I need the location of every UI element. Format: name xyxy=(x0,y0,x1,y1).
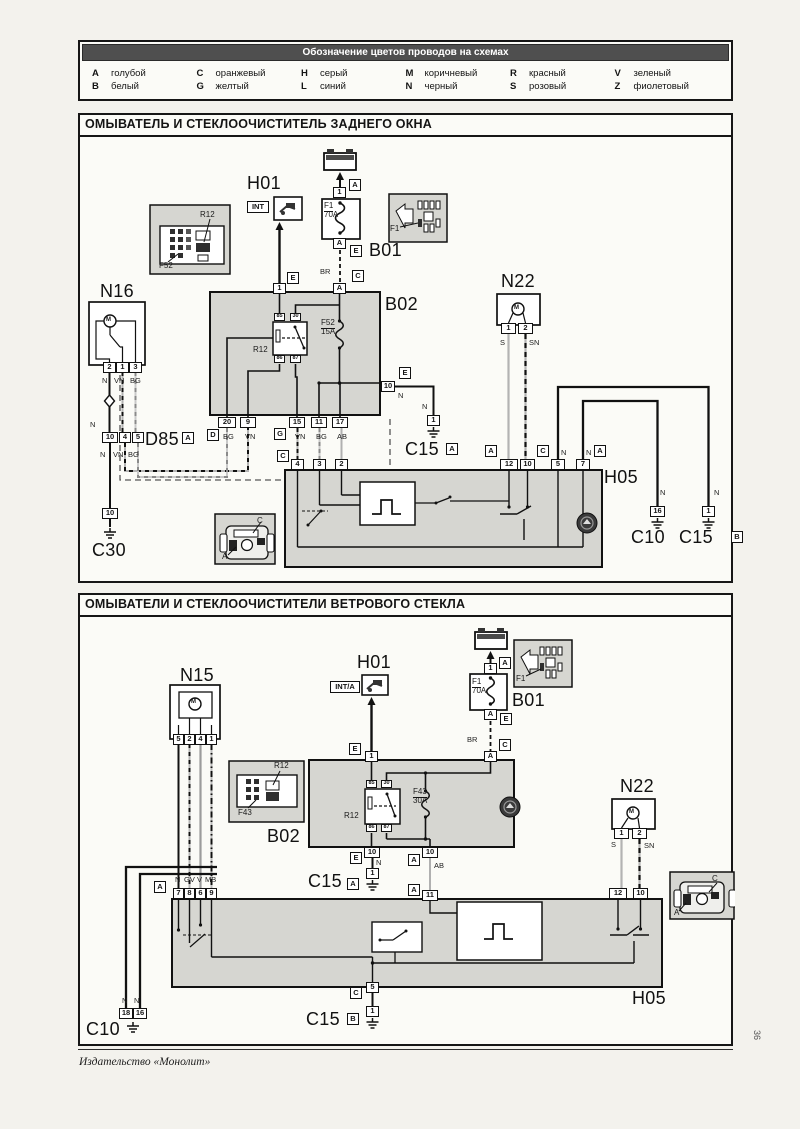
connector-letter-box: INT/A xyxy=(330,681,360,693)
wire-color-label: N xyxy=(586,448,592,457)
diagram2-small-labels xyxy=(80,595,731,1044)
pin-box: 1 xyxy=(427,415,440,426)
pin-box: 85 xyxy=(274,313,285,321)
wire-color-label: BG xyxy=(130,376,141,385)
wire-color-label: SN xyxy=(644,841,655,850)
connector-letter-box: E xyxy=(287,272,299,284)
component-label: C15 xyxy=(308,871,342,891)
pin-box: 2 xyxy=(518,323,533,334)
connector-letter-box: C xyxy=(537,445,549,457)
pin-box: 8 xyxy=(184,888,195,899)
wire-color-label: BG xyxy=(316,432,327,441)
component-label: H05 xyxy=(604,467,638,487)
pin-box: 10 xyxy=(422,847,438,858)
wire-color-label: N xyxy=(398,391,404,400)
component-label: C10 xyxy=(86,1019,120,1039)
legend-entry: S розовый xyxy=(510,81,567,92)
connector-letter-box: INT xyxy=(247,201,269,213)
connector-letter-box: G xyxy=(274,428,286,440)
component-label: N15 xyxy=(180,665,214,685)
pin-box: 30 xyxy=(290,313,301,321)
pin-box: 1 xyxy=(206,734,217,745)
publisher-note: Издательство «Монолит» xyxy=(79,1056,211,1068)
pin-box: 11 xyxy=(422,890,438,901)
wire-color-legend xyxy=(78,40,733,101)
component-label: N22 xyxy=(501,271,535,291)
legend-entry: B белый xyxy=(92,81,139,92)
small-label: C xyxy=(712,874,718,883)
component-label: H05 xyxy=(632,988,666,1008)
component-label: C10 xyxy=(631,527,665,547)
side-page-number: 36 xyxy=(752,1029,763,1041)
pin-box: 4 xyxy=(291,459,304,470)
connector-letter-box: D xyxy=(207,429,219,441)
component-label: H01 xyxy=(357,652,391,672)
component-label: B02 xyxy=(385,294,418,314)
diagram2-title: ОМЫВАТЕЛИ И СТЕКЛООЧИСТИТЕЛИ ВЕТРОВОГО СТЕКЛА xyxy=(80,595,731,617)
pin-box: 1 xyxy=(501,323,516,334)
small-label: F1 xyxy=(390,224,400,233)
pin-box: 7 xyxy=(173,888,184,899)
wire-color-label: N xyxy=(660,488,666,497)
component-label: H01 xyxy=(247,173,281,193)
small-label: F52 xyxy=(159,261,173,270)
pin-box: A xyxy=(333,238,346,249)
wire-color-label: N xyxy=(175,875,181,884)
small-label: A xyxy=(222,552,228,561)
pin-box: 2 xyxy=(335,459,348,470)
pin-box: 2 xyxy=(103,362,116,373)
component-label: C15 xyxy=(306,1009,340,1029)
diagram-windshield-wiper xyxy=(78,593,733,1046)
connector-letter-box: A xyxy=(594,445,606,457)
pin-box: 11 xyxy=(311,417,327,428)
pin-box: 17 xyxy=(332,417,348,428)
small-label: R12 xyxy=(200,210,215,219)
wire-color-label: N xyxy=(561,448,567,457)
small-label: M xyxy=(629,809,634,815)
connector-letter-box: C xyxy=(277,450,289,462)
pin-box: 10 xyxy=(633,888,648,899)
pin-box: 5 xyxy=(132,432,144,443)
small-label: A xyxy=(674,908,680,917)
small-label: 70A xyxy=(472,686,487,695)
small-label: F43 xyxy=(238,808,252,817)
wire-color-label: N xyxy=(422,402,428,411)
component-label: N16 xyxy=(100,281,134,301)
pin-box: 7 xyxy=(576,459,590,470)
pin-box: 1 xyxy=(484,663,497,674)
component-label: N22 xyxy=(620,776,654,796)
pin-box: 10 xyxy=(102,432,118,443)
diagram1-title: ОМЫВАТЕЛЬ И СТЕКЛООЧИСТИТЕЛЬ ЗАДНЕГО ОКНА xyxy=(80,115,731,137)
footer-divider xyxy=(78,1049,733,1050)
pin-box: 1 xyxy=(614,828,629,839)
wire-color-label: N xyxy=(100,450,106,459)
connector-letter-box: E xyxy=(399,367,411,379)
pin-box: 5 xyxy=(366,982,379,993)
connector-letter-box: E xyxy=(500,713,512,725)
legend-entry: H серый xyxy=(301,68,348,79)
wire-color-label: N xyxy=(376,858,382,867)
small-label: M xyxy=(106,317,111,323)
wire-color-label: N xyxy=(102,376,108,385)
pin-box: 1 xyxy=(702,506,715,517)
component-label: B01 xyxy=(369,240,402,260)
wire-color-label: VN xyxy=(114,376,125,385)
wire-color-label: N xyxy=(122,996,128,1005)
connector-letter-box: C xyxy=(350,987,362,999)
connector-letter-box: A xyxy=(499,657,511,669)
pin-box: 1 xyxy=(273,283,286,294)
pin-box: 4 xyxy=(195,734,206,745)
wire-color-label: BR xyxy=(320,267,331,276)
pin-box: 3 xyxy=(313,459,326,470)
legend-title: Обозначение цветов проводов на схемах xyxy=(82,44,729,61)
legend-grid xyxy=(80,63,731,99)
connector-letter-box: A xyxy=(485,445,497,457)
small-label: R12 xyxy=(344,811,359,820)
pin-box: 86 xyxy=(366,824,377,832)
small-label: R12 xyxy=(274,761,289,770)
pin-box: 4 xyxy=(119,432,131,443)
pin-box: 1 xyxy=(366,868,379,879)
component-label: B01 xyxy=(512,690,545,710)
pin-box: 10 xyxy=(520,459,535,470)
pin-box: 2 xyxy=(632,828,647,839)
pin-box: 15 xyxy=(289,417,305,428)
legend-entry: M коричневый xyxy=(405,68,478,79)
connector-letter-box: C xyxy=(352,270,364,282)
small-label: C xyxy=(257,516,263,525)
component-label: D85 xyxy=(145,429,179,449)
pin-box: 12 xyxy=(500,459,518,470)
connector-letter-box: A xyxy=(347,878,359,890)
wire-color-label: AB xyxy=(434,861,445,870)
connector-letter-box: E xyxy=(349,743,361,755)
pin-box: 18 xyxy=(119,1008,133,1019)
small-label: F1 xyxy=(516,674,526,683)
pin-box: 1 xyxy=(116,362,129,373)
legend-entry: A голубой xyxy=(92,68,146,79)
pin-box: 87 xyxy=(290,355,301,363)
wire-color-label: VN xyxy=(245,432,256,441)
pin-box: 3 xyxy=(129,362,142,373)
pin-box: 16 xyxy=(650,506,665,517)
component-label: B02 xyxy=(267,826,300,846)
pin-box: 9 xyxy=(240,417,256,428)
wire-color-label: S xyxy=(500,338,506,347)
small-label: F1 xyxy=(472,677,482,686)
diagram-rear-wiper xyxy=(78,113,740,583)
connector-letter-box: A xyxy=(408,854,420,866)
pin-box: 12 xyxy=(609,888,627,899)
pin-box: 10 xyxy=(102,508,118,519)
connector-letter-box: E xyxy=(350,852,362,864)
pin-box: 9 xyxy=(206,888,217,899)
pin-box: A xyxy=(333,283,346,294)
diagram1-small-labels xyxy=(80,115,731,581)
small-label: M xyxy=(514,305,519,311)
wire-color-label: VN xyxy=(113,450,124,459)
small-label: M xyxy=(191,699,196,705)
wire-color-label: N xyxy=(714,488,720,497)
pin-box: A xyxy=(484,751,497,762)
small-label: 30A xyxy=(413,796,428,805)
wire-color-label: GV xyxy=(184,875,195,884)
pin-box: 1 xyxy=(333,187,346,198)
pin-box: 5 xyxy=(173,734,184,745)
small-label: F43 xyxy=(413,787,427,796)
wire-color-label: BR xyxy=(467,735,478,744)
legend-entry: Z фиолетовый xyxy=(614,81,689,92)
pin-box: 85 xyxy=(366,780,377,788)
pin-box: 87 xyxy=(381,824,392,832)
small-label: F1 xyxy=(324,201,334,210)
pin-box: A xyxy=(484,709,497,720)
legend-entry: V зеленый xyxy=(614,68,671,79)
legend-entry: G желтый xyxy=(196,81,249,92)
wire-color-label: N xyxy=(134,996,140,1005)
wire-color-label: V xyxy=(197,875,203,884)
wire-color-label: N xyxy=(90,420,96,429)
connector-letter-box: C xyxy=(499,739,511,751)
connector-letter-box: A xyxy=(349,179,361,191)
connector-letter-box: B xyxy=(347,1013,359,1025)
pin-box: 16 xyxy=(133,1008,147,1019)
connector-letter-box: A xyxy=(446,443,458,455)
small-label: 70A xyxy=(324,210,339,219)
legend-entry: L синий xyxy=(301,81,346,92)
legend-entry: C оранжевый xyxy=(196,68,266,79)
component-label: C30 xyxy=(92,540,126,560)
wire-color-label: SN xyxy=(529,338,540,347)
pin-box: 6 xyxy=(195,888,206,899)
legend-entry: N черный xyxy=(405,81,458,92)
wire-color-label: S xyxy=(611,840,617,849)
small-label: 15A xyxy=(321,327,336,336)
pin-box: 86 xyxy=(274,355,285,363)
pin-box: 10 xyxy=(381,381,395,392)
wire-color-label: BG xyxy=(128,450,139,459)
pin-box: 1 xyxy=(366,1006,379,1017)
legend-entry: R красный xyxy=(510,68,566,79)
connector-letter-box: A xyxy=(182,432,194,444)
wire-color-label: VN xyxy=(295,432,306,441)
pin-box: 1 xyxy=(365,751,378,762)
wire-color-label: BG xyxy=(223,432,234,441)
wire-color-label: AB xyxy=(337,432,348,441)
pin-box: 30 xyxy=(381,780,392,788)
pin-box: 10 xyxy=(364,847,380,858)
component-label: C15 xyxy=(405,439,439,459)
connector-letter-box: A xyxy=(154,881,166,893)
connector-letter-box: A xyxy=(408,884,420,896)
pin-box: 20 xyxy=(218,417,236,428)
small-label: F52 xyxy=(321,318,335,327)
component-label: C15 xyxy=(679,527,713,547)
connector-letter-box: E xyxy=(350,245,362,257)
pin-box: 2 xyxy=(184,734,195,745)
small-label: R12 xyxy=(253,345,268,354)
connector-letter-box: B xyxy=(731,531,743,543)
pin-box: 5 xyxy=(551,459,565,470)
wire-color-label: MB xyxy=(205,875,217,884)
